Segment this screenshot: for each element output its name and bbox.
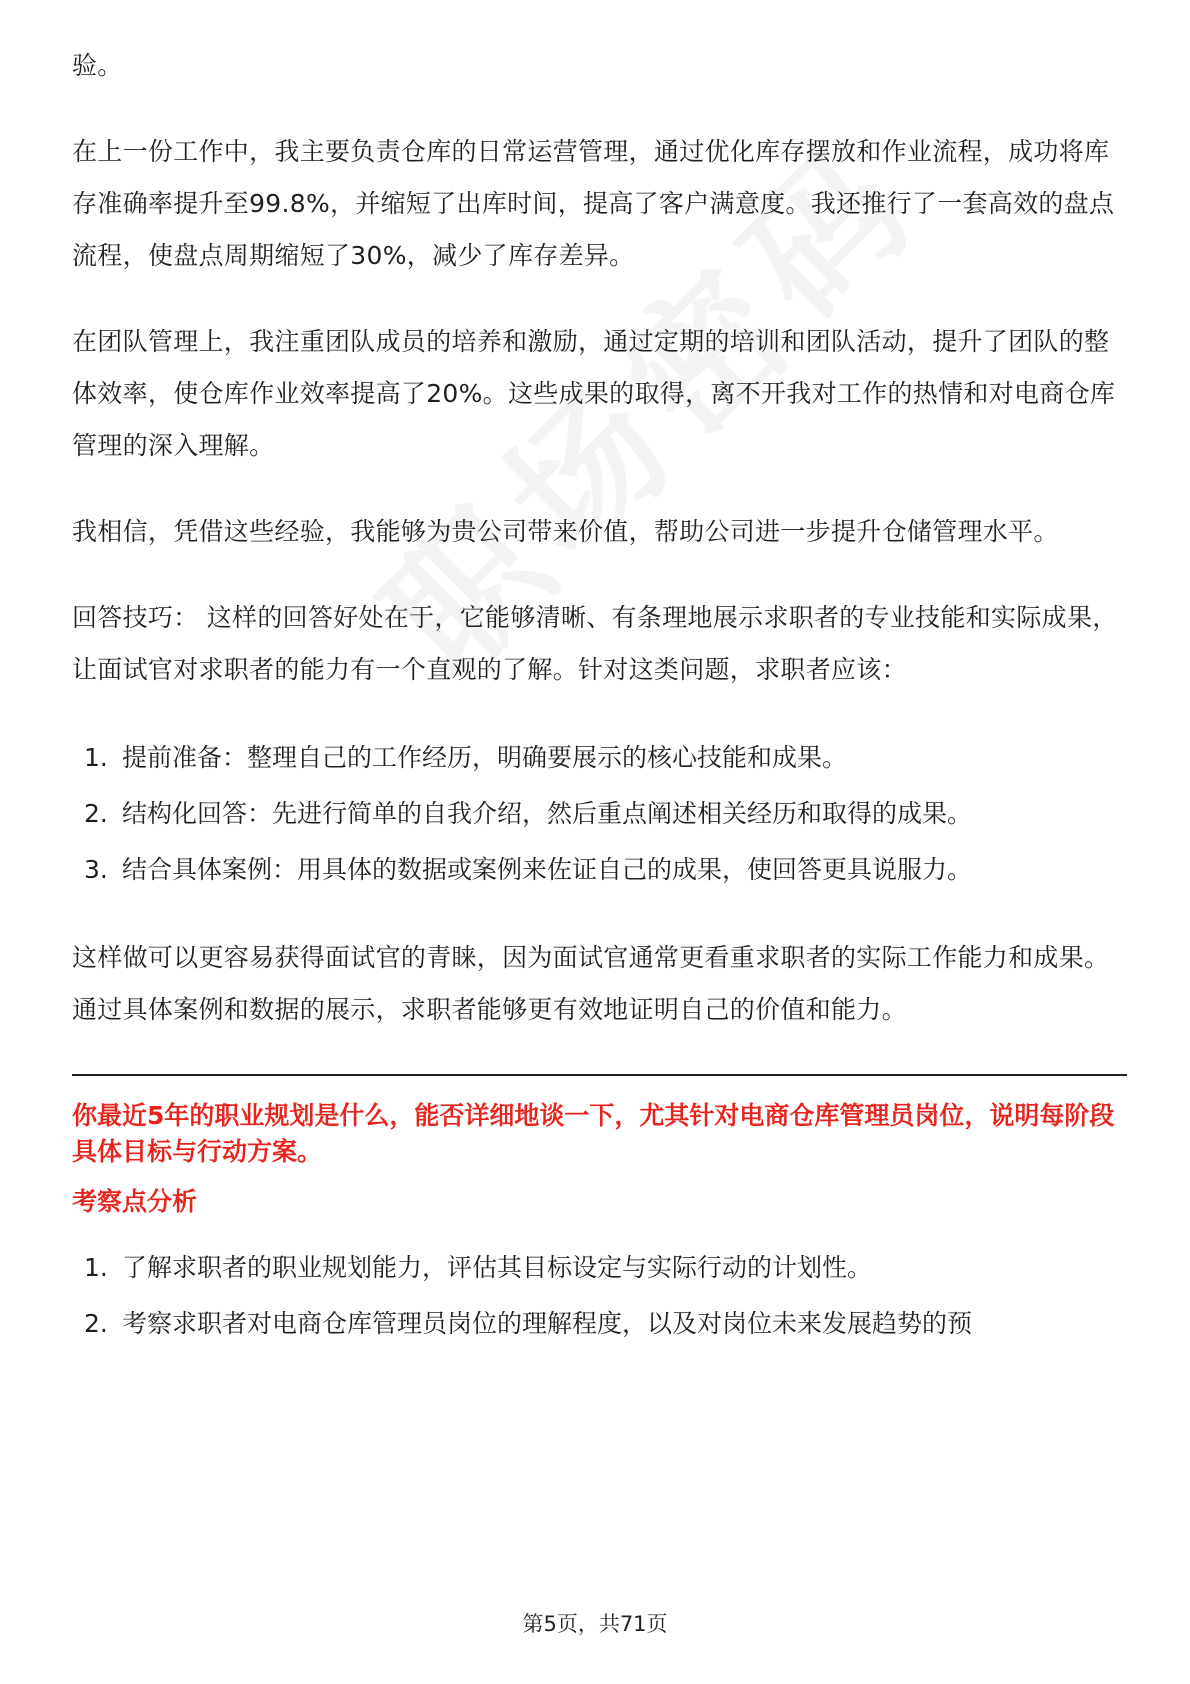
page-number-footer: 第5页，共71页 xyxy=(522,1612,668,1636)
list-number: 1. xyxy=(84,743,108,772)
tips-list xyxy=(72,730,1127,898)
list-item xyxy=(72,786,1127,842)
question-heading: 你最近5年的职业规划是什么，能否详细地谈一下，尤其针对电商仓库管理员岗位，说明每阶段具体目标与行动方案。 xyxy=(72,1101,1115,1166)
list-item xyxy=(72,730,1127,786)
paragraph-answer-tips: 回答技巧： 这样的回答好处在于，它能够清晰、有条理地展示求职者的专业技能和实际成果，让面试官对求职者的能力有一个直观的了解。针对这类问题，求职者应该： xyxy=(72,603,1118,684)
paragraph-continuation: 验。 xyxy=(72,51,123,80)
analysis-list xyxy=(72,1240,1127,1352)
section-divider xyxy=(72,1074,1127,1076)
paragraph-belief: 我相信，凭借这些经验，我能够为贵公司带来价值，帮助公司进一步提升仓储管理水平。 xyxy=(72,517,1059,546)
paragraph-previous-job: 在上一份工作中，我主要负责仓库的日常运营管理，通过优化库存摆放和作业流程，成功将库存准确率提升至99.8%，并缩短了出库时间，提高了客户满意度。我还推行了一套高效的盘点流程，使盘点周期缩短了30%，减少了库存差异。 xyxy=(72,137,1115,270)
list-text: 了解求职者的职业规划能力，评估其目标设定与实际行动的计划性。 xyxy=(122,1253,873,1282)
page-content xyxy=(72,40,1127,1352)
list-number: 1. xyxy=(84,1253,108,1282)
list-number: 2. xyxy=(84,1309,108,1338)
list-number: 2. xyxy=(84,799,108,828)
paragraph-team-management: 在团队管理上，我注重团队成员的培养和激励，通过定期的培训和团队活动，提升了团队的整体效率，使仓库作业效率提高了20%。这些成果的取得，离不开我对工作的热情和对电商仓库管理的深入理解。 xyxy=(72,327,1116,460)
list-item xyxy=(72,1296,1127,1352)
list-text: 结合具体案例：用具体的数据或案例来佐证自己的成果，使回答更具说服力。 xyxy=(122,855,973,884)
list-text: 考察求职者对电商仓库管理员岗位的理解程度，以及对岗位未来发展趋势的预 xyxy=(122,1309,973,1338)
list-number: 3. xyxy=(84,855,108,884)
list-item xyxy=(72,1240,1127,1296)
analysis-heading: 考察点分析 xyxy=(72,1187,198,1216)
paragraph-closing: 这样做可以更容易获得面试官的青睐，因为面试官通常更看重求职者的实际工作能力和成果。通过具体案例和数据的展示，求职者能够更有效地证明自己的价值和能力。 xyxy=(72,943,1110,1024)
list-item xyxy=(72,842,1127,898)
list-text: 提前准备：整理自己的工作经历，明确要展示的核心技能和成果。 xyxy=(122,743,848,772)
list-text: 结构化回答：先进行简单的自我介绍，然后重点阐述相关经历和取得的成果。 xyxy=(122,799,973,828)
